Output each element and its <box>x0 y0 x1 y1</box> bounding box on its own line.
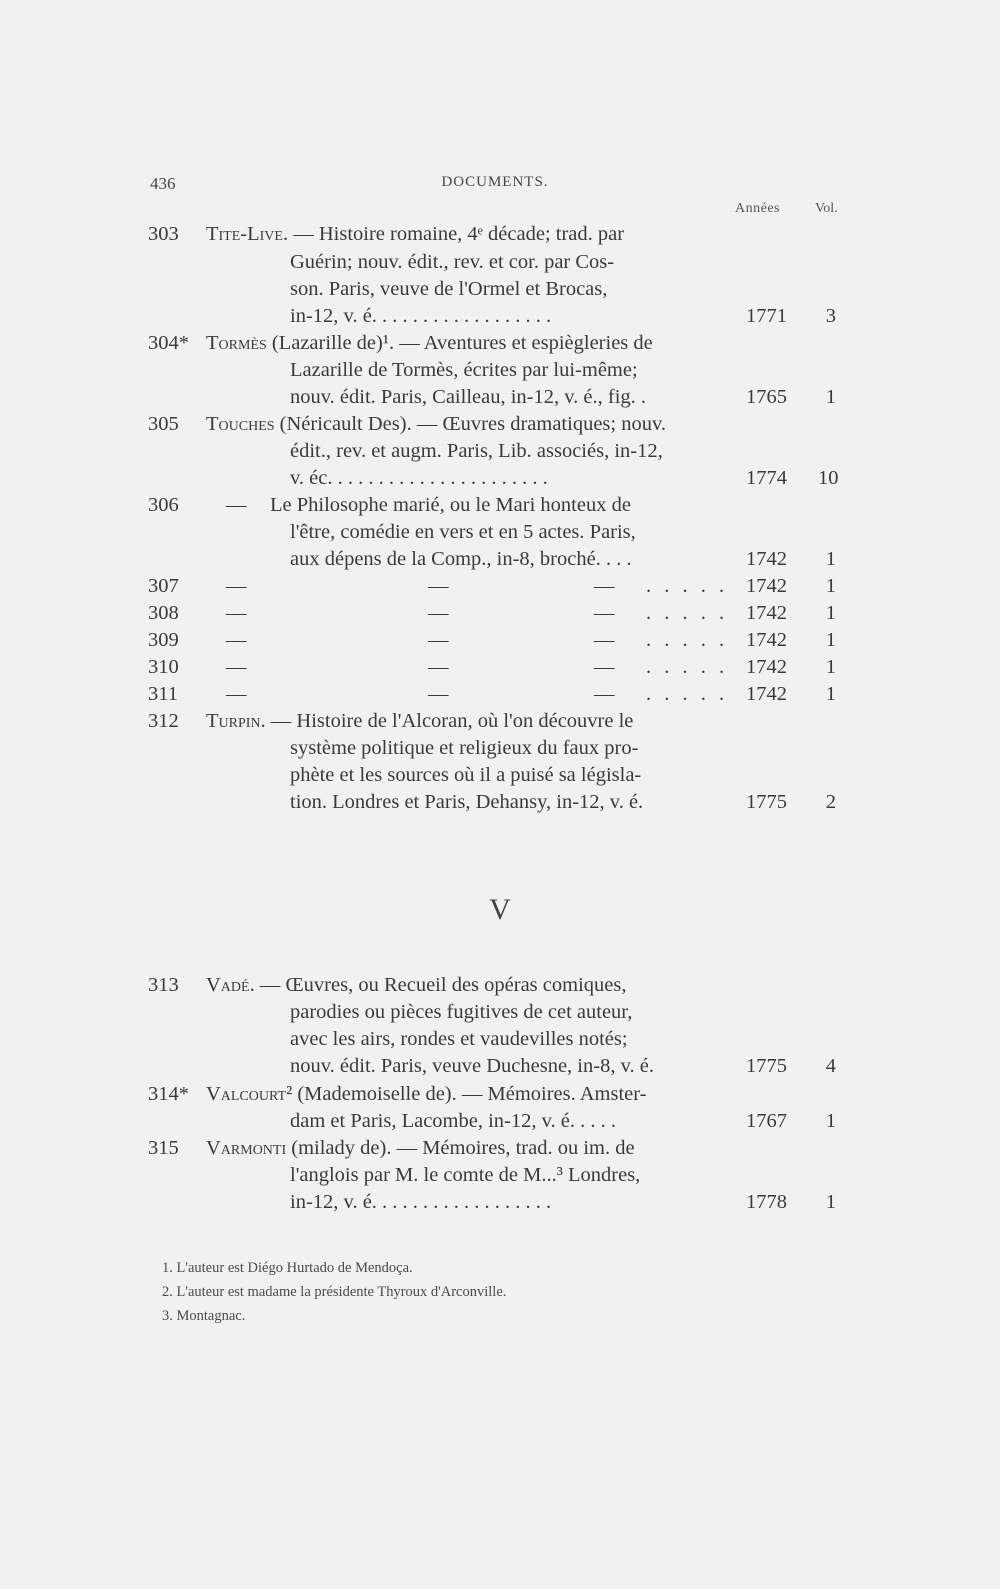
entry-number: 313 <box>148 974 179 996</box>
entry-number: 311 <box>148 683 178 705</box>
catalog-entry-line <box>148 438 848 464</box>
catalog-entry-line <box>148 681 848 707</box>
catalog-entry-line <box>148 492 848 518</box>
entry-text: Lazarille de Tormès, écrites par lui-même; <box>290 359 638 381</box>
author-name: Tite-Live. <box>206 223 289 245</box>
catalog-entry-line <box>148 276 848 302</box>
catalog-entry-line <box>148 735 848 761</box>
entry-year: 1767 <box>746 1110 787 1132</box>
leader-dots: . . . . . <box>646 656 729 678</box>
entry-text: édit., rev. et augm. Paris, Lib. associés, in-12, <box>290 440 663 462</box>
entry-volumes: 10 <box>818 467 839 489</box>
entry-text: (milady de). — Mémoires, trad. ou im. de <box>286 1137 635 1159</box>
ditto-dash: — <box>594 656 615 678</box>
entry-text: dam et Paris, Lacombe, in-12, v. é. . . . . <box>290 1110 617 1132</box>
catalog-entry-line <box>148 1081 848 1107</box>
author-name: Turpin. <box>206 710 266 732</box>
catalog-entry-line <box>148 654 848 680</box>
leader-dots: . . . . . <box>646 575 729 597</box>
section-letter: V <box>489 893 511 926</box>
entry-text: (Néricault Des). — Œuvres dramatiques; nouv. <box>274 413 667 435</box>
author-name: Touches <box>206 413 275 435</box>
leader-dots: . . . . . <box>646 683 729 705</box>
page-number: 436 <box>150 174 176 193</box>
catalog-entry-line <box>148 627 848 653</box>
catalog-entry-line <box>148 1135 848 1161</box>
catalog-entry-line <box>148 519 848 545</box>
entry-text: aux dépens de la Comp., in-8, broché. . . . <box>290 548 632 570</box>
ditto-dash: — <box>226 629 247 651</box>
entry-volumes: 1 <box>825 629 836 651</box>
entry-text: son. Paris, veuve de l'Ormel et Brocas, <box>290 278 608 300</box>
entry-text: in-12, v. é. . . . . . . . . . . . . . . . . . <box>290 1191 552 1213</box>
entry-text: — Histoire de l'Alcoran, où l'on découvre le <box>265 710 634 732</box>
catalog-entry-line <box>148 303 848 329</box>
entry-volumes: 1 <box>825 683 836 705</box>
entry-text: (Lazarille de)¹. — Aventures et espiègleries de <box>266 332 653 354</box>
ditto-dash: — <box>226 683 247 705</box>
catalog-entry-line <box>148 999 848 1025</box>
entry-year: 1742 <box>746 656 787 678</box>
ditto-dash: — <box>594 575 615 597</box>
entry-number: 314* <box>148 1083 189 1105</box>
entry-text: système politique et religieux du faux pro- <box>290 737 639 759</box>
catalog-entry-line <box>148 330 848 356</box>
entry-text: tion. Londres et Paris, Dehansy, in-12, v. é. <box>290 791 644 813</box>
entry-year: 1742 <box>746 602 787 624</box>
footnote: 1. L'auteur est Diégo Hurtado de Mendoça. <box>162 1260 413 1276</box>
entry-volumes: 1 <box>825 548 836 570</box>
entry-volumes: 1 <box>825 1110 836 1132</box>
entry-text: — Histoire romaine, 4ᵉ décade; trad. par <box>288 223 625 245</box>
catalog-entry-line <box>148 357 848 383</box>
ditto-dash: — <box>226 575 247 597</box>
entry-text: Le Philosophe marié, ou le Mari honteux de <box>270 494 631 516</box>
entry-year: 1742 <box>746 683 787 705</box>
catalog-entry-line <box>148 789 848 815</box>
catalog-entry-line <box>148 221 848 247</box>
catalog-entry-line <box>148 384 848 410</box>
leader-dots: . . . . . <box>646 629 729 651</box>
ditto-dash: — <box>428 656 449 678</box>
column-header-years: Années <box>735 201 780 216</box>
entry-number: 307 <box>148 575 179 597</box>
entry-text: nouv. édit. Paris, Cailleau, in-12, v. é., fig. . <box>290 386 647 408</box>
catalog-entry-line <box>148 573 848 599</box>
entry-text: (Mademoiselle de). — Mémoires. Amster- <box>292 1083 647 1105</box>
page-title: DOCUMENTS. <box>441 174 549 190</box>
entry-year: 1765 <box>746 386 787 408</box>
entry-year: 1742 <box>746 575 787 597</box>
footnote: 2. L'auteur est madame la présidente Thyroux d'Arconville. <box>162 1284 507 1300</box>
entry-number: 310 <box>148 656 179 678</box>
catalog-entry-line <box>148 411 848 437</box>
catalog-entry-line <box>148 1189 848 1215</box>
ditto-dash: — <box>428 602 449 624</box>
ditto-dash: — <box>226 656 247 678</box>
entry-volumes: 1 <box>825 1191 836 1213</box>
entry-text: l'être, comédie en vers et en 5 actes. Paris, <box>290 521 636 543</box>
entry-text: Guérin; nouv. édit., rev. et cor. par Cos- <box>290 251 615 273</box>
entry-number: 308 <box>148 602 179 624</box>
ditto-dash: — <box>226 602 247 624</box>
entry-year: 1771 <box>746 305 787 327</box>
catalog-entry-line <box>148 972 848 998</box>
entry-year: 1742 <box>746 548 787 570</box>
entry-number: 315 <box>148 1137 179 1159</box>
catalog-entry-line <box>148 600 848 626</box>
entry-text: — Œuvres, ou Recueil des opéras comiques, <box>254 974 627 996</box>
entry-volumes: 1 <box>825 602 836 624</box>
ditto-dash: — <box>428 575 449 597</box>
entry-volumes: 4 <box>825 1055 836 1077</box>
catalog-entry-line <box>148 249 848 275</box>
entry-text: avec les airs, rondes et vaudevilles notés; <box>290 1028 628 1050</box>
entry-year: 1742 <box>746 629 787 651</box>
ditto-dash: — <box>594 683 615 705</box>
ditto-dash: — <box>226 494 247 516</box>
catalog-entry-line <box>148 1026 848 1052</box>
author-name: Tormès <box>206 332 267 354</box>
entry-number: 304* <box>148 332 189 354</box>
entry-number: 306 <box>148 494 179 516</box>
ditto-dash: — <box>594 629 615 651</box>
entry-year: 1775 <box>746 791 787 813</box>
entry-number: 309 <box>148 629 179 651</box>
entry-text: phète et les sources où il a puisé sa législa- <box>290 764 642 786</box>
entry-text: parodies ou pièces fugitives de cet auteur, <box>290 1001 633 1023</box>
catalog-entry-line <box>148 1162 848 1188</box>
catalog-entry-line <box>148 1108 848 1134</box>
entry-volumes: 1 <box>825 386 836 408</box>
entry-volumes: 1 <box>825 656 836 678</box>
running-head <box>150 174 840 198</box>
catalog-entry-line <box>148 465 848 491</box>
ditto-dash: — <box>594 602 615 624</box>
footnote: 3. Montagnac. <box>162 1308 246 1324</box>
entry-year: 1774 <box>746 467 787 489</box>
catalog-entry-line <box>148 762 848 788</box>
entry-year: 1778 <box>746 1191 787 1213</box>
entry-year: 1775 <box>746 1055 787 1077</box>
entry-volumes: 3 <box>825 305 836 327</box>
author-name: Varmonti <box>206 1137 287 1159</box>
entry-volumes: 2 <box>825 791 836 813</box>
catalog-entry-line <box>148 708 848 734</box>
entry-text: in-12, v. é. . . . . . . . . . . . . . . . . . <box>290 305 552 327</box>
entry-number: 303 <box>148 223 179 245</box>
entry-number: 312 <box>148 710 179 732</box>
entry-volumes: 1 <box>825 575 836 597</box>
ditto-dash: — <box>428 629 449 651</box>
ditto-dash: — <box>428 683 449 705</box>
column-header-volumes: Vol. <box>815 201 838 216</box>
author-name: Vadé. <box>206 974 255 996</box>
catalog-entry-line <box>148 546 848 572</box>
entry-text: nouv. édit. Paris, veuve Duchesne, in-8, v. é. <box>290 1055 654 1077</box>
author-name: Valcourt² <box>206 1083 293 1105</box>
entry-number: 305 <box>148 413 179 435</box>
catalog-entry-line <box>148 1053 848 1079</box>
leader-dots: . . . . . <box>646 602 729 624</box>
entry-text: v. éc. . . . . . . . . . . . . . . . . . . . . . <box>290 467 548 489</box>
entry-text: l'anglois par M. le comte de M...³ Londres, <box>290 1164 641 1186</box>
